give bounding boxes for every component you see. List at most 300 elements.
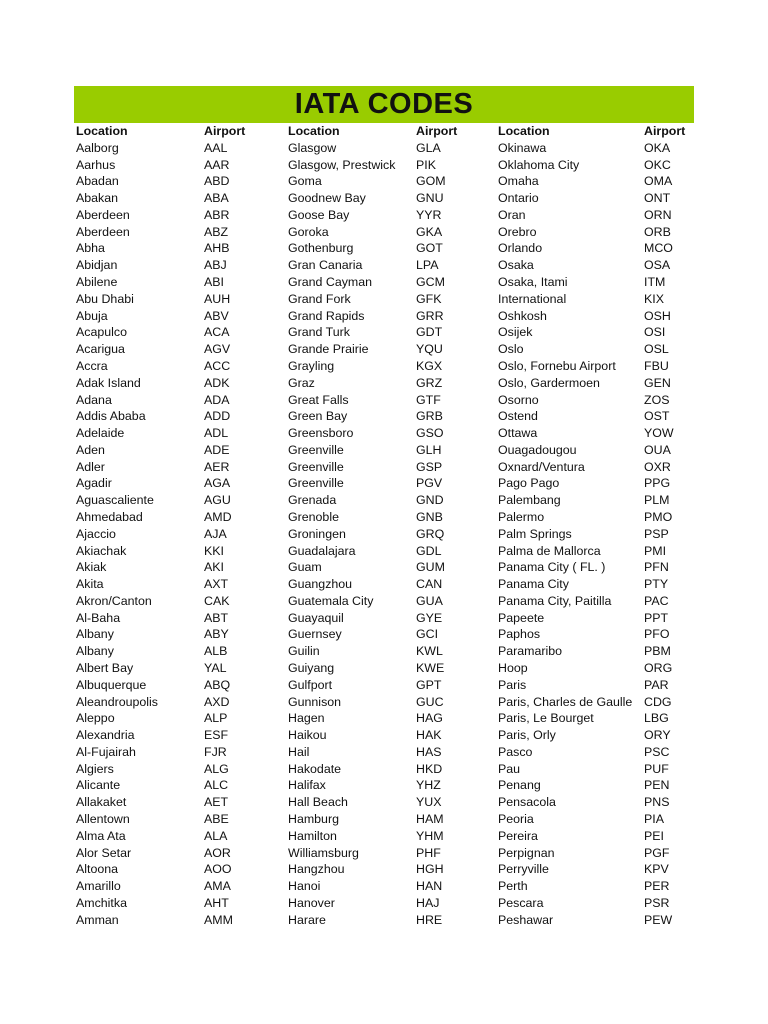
location-cell: Agadir xyxy=(76,476,112,491)
airport-code-cell: ABJ xyxy=(204,258,227,273)
airport-code-cell: YQU xyxy=(416,342,443,357)
location-cell: Grande Prairie xyxy=(288,342,369,357)
airport-code-cell: ABV xyxy=(204,308,229,323)
airport-code-cell: PMI xyxy=(644,543,667,558)
location-cell: Omaha xyxy=(498,174,539,189)
location-cell: Akiak xyxy=(76,560,107,575)
airport-code-cell: PTY xyxy=(644,577,669,592)
airport-code-cell: ABQ xyxy=(204,677,231,692)
location-cell: Grayling xyxy=(288,358,335,373)
airport-code-cell: HKD xyxy=(416,761,443,776)
location-cell: Gunnison xyxy=(288,694,342,709)
location-cell: Oxnard/Ventura xyxy=(498,459,585,474)
airport-code-cell: PUF xyxy=(644,761,669,776)
airport-code-cell: GRQ xyxy=(416,526,445,541)
location-cell: Oklahoma City xyxy=(498,157,580,172)
airport-code-cell: PSR xyxy=(644,895,670,910)
table-row xyxy=(74,308,694,325)
location-cell: Hall Beach xyxy=(288,795,348,810)
airport-code-cell: PEI xyxy=(644,828,664,843)
location-cell: Peoria xyxy=(498,812,534,827)
location-cell: Grand Fork xyxy=(288,291,351,306)
table-row xyxy=(74,173,694,190)
airport-code-cell: CDG xyxy=(644,694,672,709)
airport-code-cell: GNU xyxy=(416,191,444,206)
location-cell: Abidjan xyxy=(76,258,118,273)
location-cell: Groningen xyxy=(288,526,346,541)
location-cell: Abadan xyxy=(76,174,119,189)
location-cell: Guangzhou xyxy=(288,577,353,592)
location-cell: Graz xyxy=(288,375,315,390)
location-cell: Osaka xyxy=(498,258,534,273)
table-row xyxy=(74,240,694,257)
location-cell: Guam xyxy=(288,560,322,575)
location-cell: Acapulco xyxy=(76,325,127,340)
airport-code-cell: PNS xyxy=(644,795,670,810)
airport-code-cell: HGH xyxy=(416,862,444,877)
location-cell: Aden xyxy=(76,442,105,457)
airport-code-cell: PPT xyxy=(644,610,669,625)
airport-code-cell: ABZ xyxy=(204,224,229,239)
location-cell: Grenada xyxy=(288,493,337,508)
airport-code-cell: YHZ xyxy=(416,778,441,793)
airport-code-cell: ITM xyxy=(644,275,666,290)
table-row xyxy=(74,828,694,845)
location-cell: Paris, Le Bourget xyxy=(498,711,594,726)
airport-code-cell: AGU xyxy=(204,493,231,508)
location-cell: Haikou xyxy=(288,728,327,743)
table-row xyxy=(74,257,694,274)
location-cell: Guatemala City xyxy=(288,593,374,608)
airport-code-cell: KWE xyxy=(416,661,445,675)
location-cell: Akiachak xyxy=(76,543,127,558)
airport-code-cell: AAL xyxy=(204,140,228,155)
table-row xyxy=(74,375,694,392)
airport-code-cell: ACA xyxy=(204,325,230,340)
location-cell: Alicante xyxy=(76,778,121,793)
airport-code-cell: GDT xyxy=(416,325,443,340)
location-cell: Hagen xyxy=(288,711,325,726)
airport-code-cell: ESF xyxy=(204,728,229,743)
airport-code-cell: AXD xyxy=(204,694,230,709)
location-cell: Ouagadougou xyxy=(498,442,577,457)
location-cell: Hail xyxy=(288,744,310,759)
table-row xyxy=(74,324,694,341)
location-cell: Gran Canaria xyxy=(288,258,363,273)
location-cell: Amarillo xyxy=(76,879,121,894)
airport-code-cell: ZOS xyxy=(644,392,670,407)
airport-code-cell: GLA xyxy=(416,140,441,155)
airport-code-cell: ADE xyxy=(204,442,230,457)
airport-code-cell: HAG xyxy=(416,711,443,726)
table-row xyxy=(74,794,694,811)
airport-code-cell: ORG xyxy=(644,661,673,675)
table-row xyxy=(74,777,694,794)
table-row xyxy=(74,660,694,677)
location-cell: Amchitka xyxy=(76,895,127,910)
airport-code-cell: GRZ xyxy=(416,375,443,390)
airport-code-cell: OKC xyxy=(644,157,671,172)
table-row xyxy=(74,425,694,442)
airport-code-cell: FJR xyxy=(204,744,227,759)
table-row xyxy=(74,626,694,643)
location-cell: Aarhus xyxy=(76,157,116,172)
table-row xyxy=(74,224,694,241)
airport-code-cell: YUX xyxy=(416,795,442,810)
location-cell: Peshawar xyxy=(498,912,554,927)
location-cell: Pago Pago xyxy=(498,476,560,491)
column-header-airport: Airport xyxy=(416,124,458,138)
location-cell: Guiyang xyxy=(288,661,335,675)
table-row xyxy=(74,912,694,929)
airport-code-cell: OXR xyxy=(644,459,671,474)
airport-code-cell: OMA xyxy=(644,174,673,189)
airport-code-cell: HAJ xyxy=(416,895,440,910)
airport-code-cell: GOT xyxy=(416,241,443,256)
location-cell: Gothenburg xyxy=(288,241,354,256)
table-row xyxy=(74,677,694,694)
airport-code-cell: PHF xyxy=(416,845,441,860)
airport-code-cell: OST xyxy=(644,409,670,424)
table-row xyxy=(74,140,694,157)
airport-code-cell: GUM xyxy=(416,560,445,575)
airport-code-cell: ALG xyxy=(204,761,229,776)
location-cell: Orlando xyxy=(498,241,543,256)
airport-code-cell: PAR xyxy=(644,677,669,692)
location-cell: Goroka xyxy=(288,224,329,239)
airport-code-cell: ORN xyxy=(644,207,672,222)
airport-code-cell: GDL xyxy=(416,543,442,558)
airport-code-cell: PGV xyxy=(416,476,443,491)
location-cell: Adana xyxy=(76,392,112,407)
location-cell: Algiers xyxy=(76,761,114,776)
airport-code-cell: KGX xyxy=(416,358,443,373)
location-cell: Greenville xyxy=(288,442,344,457)
airport-code-cell: GYE xyxy=(416,610,443,625)
airport-code-cell: ORB xyxy=(644,224,671,239)
location-cell: Greenville xyxy=(288,459,344,474)
location-cell: Adak Island xyxy=(76,375,141,390)
airport-code-cell: AER xyxy=(204,459,230,474)
location-cell: Allentown xyxy=(76,812,130,827)
airport-code-cell: GEN xyxy=(644,375,671,390)
column-header-location: Location xyxy=(288,124,340,138)
airport-code-cell: PSP xyxy=(644,526,669,541)
location-cell: Paramaribo xyxy=(498,644,563,659)
airport-code-cell: GRR xyxy=(416,308,444,323)
location-cell: Glasgow, Prestwick xyxy=(288,157,396,172)
location-cell: Acarigua xyxy=(76,342,125,357)
location-cell: Great Falls xyxy=(288,392,349,407)
airport-code-cell: PBM xyxy=(644,644,671,659)
airport-code-cell: CAK xyxy=(204,593,230,608)
header-row xyxy=(74,123,694,140)
airport-code-cell: PFN xyxy=(644,560,669,575)
location-cell: Halifax xyxy=(288,778,326,793)
table-row xyxy=(74,694,694,711)
airport-code-cell: AHB xyxy=(204,241,230,256)
location-cell: Abakan xyxy=(76,191,119,206)
airport-code-cell: ADK xyxy=(204,375,230,390)
location-cell: Albany xyxy=(76,627,114,642)
location-cell: Perth xyxy=(498,879,528,894)
airport-code-cell: GTF xyxy=(416,392,441,407)
location-cell: Addis Ababa xyxy=(76,409,146,424)
location-cell: Alor Setar xyxy=(76,845,132,860)
location-cell: Alexandria xyxy=(76,728,135,743)
airport-code-cell: KIX xyxy=(644,291,664,306)
location-cell: Aguascaliente xyxy=(76,493,154,508)
location-cell: Okinawa xyxy=(498,140,547,155)
location-cell: Goodnew Bay xyxy=(288,191,366,206)
location-cell: Oshkosh xyxy=(498,308,547,323)
location-cell: Ontario xyxy=(498,191,539,206)
airport-code-cell: AUH xyxy=(204,291,231,306)
airport-code-cell: LBG xyxy=(644,711,669,726)
table-row xyxy=(74,811,694,828)
airport-code-cell: AHT xyxy=(204,895,229,910)
airport-code-cell: GNB xyxy=(416,509,443,524)
location-cell: Osorno xyxy=(498,392,539,407)
airport-code-cell: ABY xyxy=(204,627,229,642)
location-cell: Aleandroupolis xyxy=(76,694,158,709)
airport-code-cell: PIA xyxy=(644,812,664,827)
airport-code-cell: HAM xyxy=(416,812,444,827)
location-cell: Aberdeen xyxy=(76,207,130,222)
airport-code-cell: ONT xyxy=(644,191,671,206)
table-row xyxy=(74,845,694,862)
table-row xyxy=(74,459,694,476)
airport-code-cell: HAS xyxy=(416,744,442,759)
location-cell: Akron/Canton xyxy=(76,593,152,608)
airport-code-cell: ABD xyxy=(204,174,230,189)
location-cell: Palermo xyxy=(498,509,545,524)
airport-code-cell: KPV xyxy=(644,862,669,877)
location-cell: Hoop xyxy=(498,661,528,675)
page-title: IATA CODES xyxy=(294,88,474,120)
airport-code-cell: PER xyxy=(644,879,670,894)
airport-code-cell: ALP xyxy=(204,711,228,726)
location-cell: Grenoble xyxy=(288,509,339,524)
table-row xyxy=(74,408,694,425)
location-cell: Panama City ( FL. ) xyxy=(498,560,606,575)
location-cell: Aalborg xyxy=(76,140,119,155)
location-cell: Albuquerque xyxy=(76,677,147,692)
location-cell: Allakaket xyxy=(76,795,127,810)
airport-code-cell: PEW xyxy=(644,912,673,927)
airport-code-cell: AMA xyxy=(204,879,231,894)
airport-code-cell: YAL xyxy=(204,661,227,675)
airport-code-cell: AOO xyxy=(204,862,232,877)
airport-code-cell: OSA xyxy=(644,258,671,273)
location-cell: Pau xyxy=(498,761,521,776)
airport-code-cell: HAK xyxy=(416,728,442,743)
airport-code-cell: ALB xyxy=(204,644,228,659)
airport-code-cell: OUA xyxy=(644,442,671,457)
airport-code-cell: YHM xyxy=(416,828,444,843)
location-cell: Hamburg xyxy=(288,812,339,827)
airport-code-cell: GND xyxy=(416,493,444,508)
table-row xyxy=(74,509,694,526)
location-cell: Abu Dhabi xyxy=(76,291,134,306)
table-body xyxy=(74,140,694,929)
table-row xyxy=(74,475,694,492)
location-cell: Goose Bay xyxy=(288,207,350,222)
location-cell: Guernsey xyxy=(288,627,342,642)
location-cell: Paris xyxy=(498,677,527,692)
table-row xyxy=(74,727,694,744)
location-cell: Amman xyxy=(76,912,119,927)
table-row xyxy=(74,710,694,727)
location-cell: Aleppo xyxy=(76,711,115,726)
location-cell: Papeete xyxy=(498,610,545,625)
location-cell: Grand Turk xyxy=(288,325,350,340)
location-cell: Adelaide xyxy=(76,426,125,441)
location-cell: Oslo xyxy=(498,342,524,357)
airport-code-cell: GCI xyxy=(416,627,439,642)
table-row xyxy=(74,543,694,560)
airport-code-cell: KWL xyxy=(416,644,443,659)
iata-codes-table xyxy=(74,123,694,929)
table-row xyxy=(74,190,694,207)
location-cell: Albany xyxy=(76,644,114,659)
location-cell: Hakodate xyxy=(288,761,342,776)
table-row xyxy=(74,392,694,409)
location-cell: Greenville xyxy=(288,476,344,491)
table-row xyxy=(74,341,694,358)
airport-code-cell: ADA xyxy=(204,392,230,407)
location-cell: Aberdeen xyxy=(76,224,130,239)
table-row xyxy=(74,576,694,593)
airport-code-cell: FBU xyxy=(644,358,669,373)
airport-code-cell: PFO xyxy=(644,627,670,642)
airport-code-cell: YYR xyxy=(416,207,442,222)
table-row xyxy=(74,559,694,576)
airport-code-cell: ACC xyxy=(204,358,231,373)
airport-code-cell: ORY xyxy=(644,728,671,743)
location-cell: Oran xyxy=(498,207,526,222)
location-cell: Pescara xyxy=(498,895,544,910)
location-cell: Perpignan xyxy=(498,845,555,860)
airport-code-cell: ALC xyxy=(204,778,229,793)
title-banner xyxy=(74,86,694,123)
airport-code-cell: PMO xyxy=(644,509,673,524)
location-cell: Hanover xyxy=(288,895,335,910)
airport-code-cell: AMD xyxy=(204,509,232,524)
airport-code-cell: GUA xyxy=(416,593,443,608)
location-cell: Altoona xyxy=(76,862,119,877)
airport-code-cell: AET xyxy=(204,795,229,810)
airport-code-cell: GOM xyxy=(416,174,446,189)
airport-code-cell: PGF xyxy=(644,845,670,860)
location-cell: Goma xyxy=(288,174,322,189)
airport-code-cell: ABR xyxy=(204,207,230,222)
table-row xyxy=(74,291,694,308)
airport-code-cell: GRB xyxy=(416,409,443,424)
location-cell: Gulfport xyxy=(288,677,333,692)
table-row xyxy=(74,895,694,912)
table-row xyxy=(74,207,694,224)
column-header-airport: Airport xyxy=(644,124,686,138)
airport-code-cell: ADD xyxy=(204,409,231,424)
location-cell: Al-Baha xyxy=(76,610,121,625)
airport-code-cell: MCO xyxy=(644,241,673,256)
location-cell: Pasco xyxy=(498,744,533,759)
location-cell: Abha xyxy=(76,241,105,256)
location-cell: Osaka, Itami xyxy=(498,275,568,290)
airport-code-cell: AAR xyxy=(204,157,230,172)
location-cell: Albert Bay xyxy=(76,661,134,675)
location-cell: Palma de Mallorca xyxy=(498,543,601,558)
table-row xyxy=(74,643,694,660)
airport-code-cell: ADL xyxy=(204,426,229,441)
airport-code-cell: ABT xyxy=(204,610,229,625)
airport-code-cell: AOR xyxy=(204,845,231,860)
airport-code-cell: PLM xyxy=(644,493,670,508)
airport-code-cell: KKI xyxy=(204,543,224,558)
location-cell: Green Bay xyxy=(288,409,348,424)
airport-code-cell: CAN xyxy=(416,577,443,592)
airport-code-cell: ALA xyxy=(204,828,228,843)
airport-code-cell: PPG xyxy=(644,476,671,491)
airport-code-cell: GSP xyxy=(416,459,443,474)
location-cell: Adler xyxy=(76,459,105,474)
location-cell: Ostend xyxy=(498,409,538,424)
location-cell: Alma Ata xyxy=(76,828,126,843)
location-cell: International xyxy=(498,291,567,306)
airport-code-cell: PAC xyxy=(644,593,669,608)
column-header-location: Location xyxy=(498,124,550,138)
location-cell: Guayaquil xyxy=(288,610,344,625)
airport-code-cell: GCM xyxy=(416,275,445,290)
table-row xyxy=(74,593,694,610)
location-cell: Panama City, Paitilla xyxy=(498,593,612,608)
airport-code-cell: PEN xyxy=(644,778,670,793)
table-row xyxy=(74,274,694,291)
airport-code-cell: OKA xyxy=(644,140,671,155)
location-cell: Paris, Charles de Gaulle xyxy=(498,694,633,709)
location-cell: Guilin xyxy=(288,644,320,659)
location-cell: Paphos xyxy=(498,627,541,642)
location-cell: Grand Rapids xyxy=(288,308,365,323)
table-row xyxy=(74,492,694,509)
location-cell: Paris, Orly xyxy=(498,728,556,743)
airport-code-cell: GPT xyxy=(416,677,442,692)
location-cell: Orebro xyxy=(498,224,537,239)
airport-code-cell: ABA xyxy=(204,191,229,206)
table-row xyxy=(74,526,694,543)
airport-code-cell: PSC xyxy=(644,744,670,759)
location-cell: Ottawa xyxy=(498,426,538,441)
location-cell: Abilene xyxy=(76,275,118,290)
location-cell: Hanoi xyxy=(288,879,321,894)
location-cell: Greensboro xyxy=(288,426,354,441)
column-header-location: Location xyxy=(76,124,128,138)
location-cell: Panama City xyxy=(498,577,569,592)
airport-code-cell: GKA xyxy=(416,224,443,239)
location-cell: Harare xyxy=(288,912,326,927)
table-row xyxy=(74,861,694,878)
airport-code-cell: LPA xyxy=(416,258,439,273)
airport-code-cell: GUC xyxy=(416,694,444,709)
table-row xyxy=(74,157,694,174)
airport-code-cell: OSI xyxy=(644,325,666,340)
airport-code-cell: OSL xyxy=(644,342,669,357)
location-cell: Pensacola xyxy=(498,795,556,810)
airport-code-cell: PIK xyxy=(416,157,436,172)
airport-code-cell: GSO xyxy=(416,426,444,441)
airport-code-cell: OSH xyxy=(644,308,671,323)
